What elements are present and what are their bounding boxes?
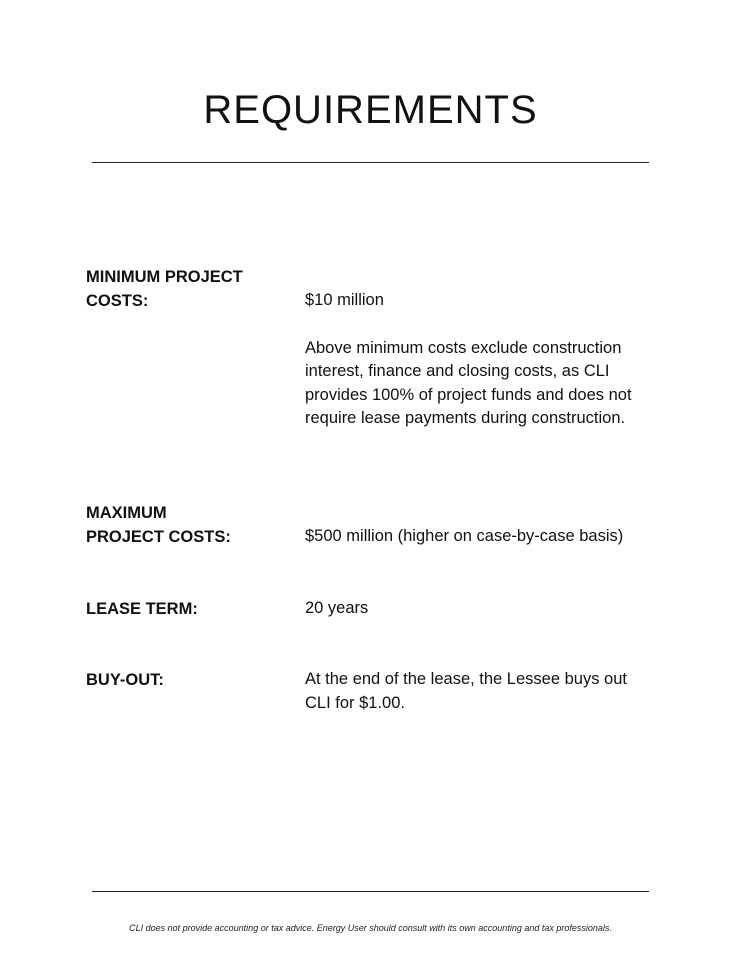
bottom-divider (92, 891, 649, 892)
label-line: MAXIMUM (86, 504, 167, 522)
requirement-label (86, 265, 296, 313)
top-divider (92, 162, 649, 163)
page-title: REQUIREMENTS (203, 88, 538, 132)
requirement-value (305, 289, 665, 445)
requirement-value (305, 668, 635, 729)
value-paragraph: $10 million (305, 291, 384, 309)
label-line: LEASE TERM: (86, 600, 198, 618)
label-line: COSTS: (86, 292, 149, 310)
label-line: PROJECT COSTS: (86, 528, 231, 546)
label-line: MINIMUM PROJECT (86, 268, 243, 286)
requirement-label (86, 597, 296, 621)
requirement-value (305, 525, 665, 563)
footer-disclaimer: CLI does not provide accounting or tax advice. Energy User should consult with its own accounting and tax professionals. (129, 923, 612, 933)
label-line: BUY-OUT: (86, 671, 164, 689)
value-paragraph: At the end of the lease, the Lessee buys out CLI for $1.00. (305, 670, 627, 712)
value-paragraph: 20 years (305, 599, 369, 617)
requirement-label (86, 668, 296, 692)
value-paragraph: Above minimum costs exclude construction interest, finance and closing costs, as CLI provides 100% of project funds and does not require lease payments during construction. (305, 338, 632, 427)
requirement-value (305, 597, 665, 635)
requirement-label (86, 501, 296, 549)
value-paragraph: $500 million (higher on case-by-case basis) (305, 527, 624, 545)
